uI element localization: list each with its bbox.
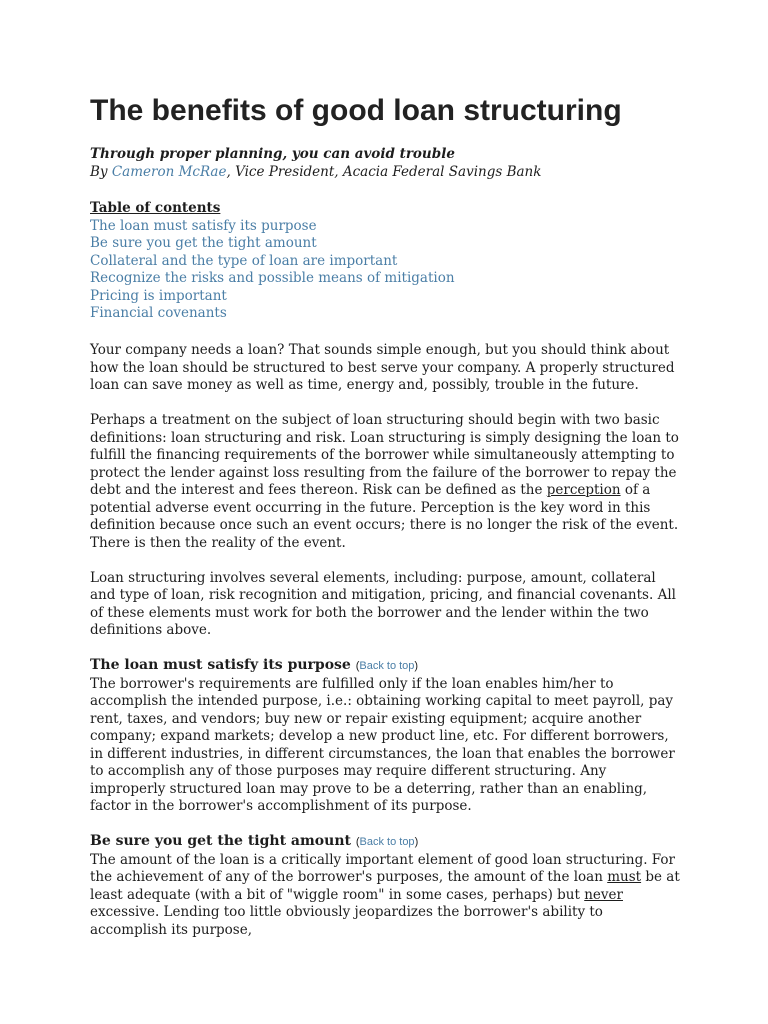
toc-link-collateral[interactable]: Collateral and the type of loan are important xyxy=(90,252,398,269)
emphasis-perception: perception xyxy=(546,482,621,498)
toc-link-risks[interactable]: Recognize the risks and possible means of mitigation xyxy=(90,270,455,286)
text-span: Perhaps a treatment on the subject of loan structuring should begin with two basic definitions: loan structuring and risk. Loan structuring is simply designing the loan to fulfill the financing requirements of the borrower while simultaneously attempting to protect the lender against loss resulting from the failure of the borrower to repay the debt and the interest and fees thereon. Risk can be defined as the xyxy=(90,412,679,498)
definitions-paragraph xyxy=(90,412,682,552)
amount-paragraph xyxy=(90,852,682,940)
back-to-top-link[interactable]: Back to top xyxy=(359,660,415,672)
toc-link-amount[interactable]: Be sure you get the tight amount xyxy=(90,235,317,251)
table-of-contents xyxy=(90,200,455,323)
text-span: excessive. Lending too little obviously jeopardizes the borrower's ability to accomplish its purpose, xyxy=(90,904,603,938)
emphasis-never: never xyxy=(584,886,623,903)
back-to-top-wrapper: (Back to top) xyxy=(355,836,419,848)
text-span: be at least adequate (with a bit of "wiggle room" in some cases, perhaps) but xyxy=(90,869,680,903)
back-to-top-link[interactable]: Back to top xyxy=(359,836,415,848)
toc-heading: Table of contents xyxy=(90,200,221,216)
emphasis-must: must xyxy=(607,869,642,885)
section-heading-purpose xyxy=(90,657,682,676)
intro-paragraph: Your company needs a loan? That sounds simple enough, but you should think about how the loan should be structured to best serve your company. A properly structured loan can save money as well as time, energy and, possibly, trouble in the future. xyxy=(90,342,675,393)
article-byline xyxy=(90,164,541,182)
section-heading-text: Be sure you get the tight amount xyxy=(90,833,351,849)
section-heading-text: The loan must satisfy its purpose xyxy=(90,657,351,673)
byline-suffix: , Vice President, Acacia Federal Savings Bank xyxy=(226,163,542,180)
toc-link-purpose[interactable]: The loan must satisfy its purpose xyxy=(90,217,317,234)
article-body xyxy=(90,342,682,957)
back-to-top-wrapper: (Back to top) xyxy=(355,660,419,672)
byline-prefix: By xyxy=(90,163,112,180)
section-heading-amount xyxy=(90,833,682,852)
elements-paragraph: Loan structuring involves several elements, including: purpose, amount, collateral and type of loan, risk recognition and mitigation, pricing, and financial covenants. All of these elements must work for both the borrower and the lender within the two definitions above. xyxy=(90,569,676,638)
author-link[interactable]: Cameron McRae xyxy=(111,163,227,180)
article-subheader xyxy=(90,146,541,181)
toc-link-pricing[interactable]: Pricing is important xyxy=(90,287,227,304)
text-span: The amount of the loan is a critically important element of good loan structuring. For the achievement of any of the borrower's purposes, the amount of the loan xyxy=(90,851,676,885)
page-title: The benefits of good loan structuring xyxy=(90,94,622,127)
text-span: of a potential adverse event occurring in the future. Perception is the key word in this definition because once such an event occurs; there is no longer the risk of the event. There is then the reality of the event. xyxy=(90,482,679,551)
toc-link-covenants[interactable]: Financial covenants xyxy=(90,305,227,321)
article-tagline: Through proper planning, you can avoid trouble xyxy=(90,146,455,162)
purpose-paragraph: The borrower's requirements are fulfilled only if the loan enables him/her to accomplish the intended purpose, i.e.: obtaining working capital to meet payroll, pay rent, taxes, and vendors; buy new or repair existing equipment; acquire another company; expand markets; develop a new product line, etc. For different borrowers, in different industries, in different circumstances, the loan that enables the borrower to accomplish any of those purposes may require different structuring. Any improperly structured loan may prove to be a deterring, rather than an enabling, factor in the borrower's accomplishment of its purpose. xyxy=(90,675,675,814)
